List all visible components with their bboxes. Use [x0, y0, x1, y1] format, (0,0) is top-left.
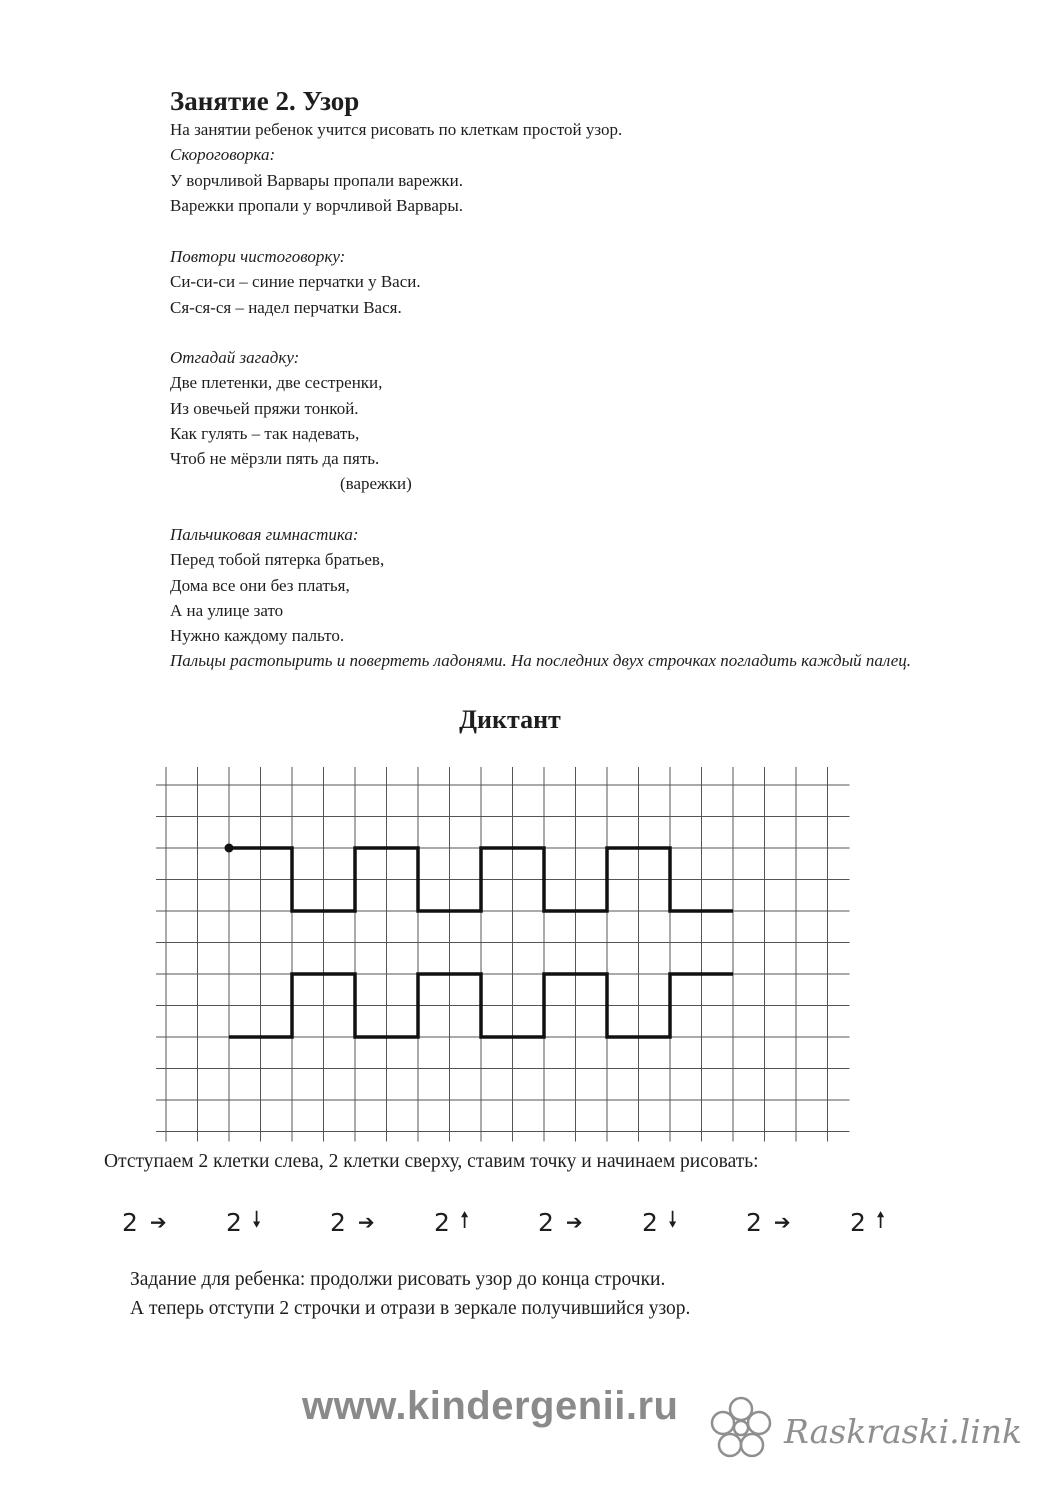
step-count: 2: [538, 1207, 554, 1237]
riddle-answer: (варежки): [340, 474, 412, 494]
tongue-twister-label: Скороговорка:: [170, 145, 276, 165]
step-count: 2: [226, 1207, 242, 1237]
finger-gym-line: Нужно каждому пальто.: [170, 626, 345, 646]
task-line: А теперь отступи 2 строчки и отрази в зеркале получившийся узор.: [130, 1298, 691, 1319]
dictation-step: [642, 1204, 677, 1240]
pure-phrase-label: Повтори чистоговорку:: [170, 247, 346, 266]
finger-gym-line: Дома все они без платья,: [170, 575, 350, 595]
right-arrow-icon: ➔: [149, 1210, 167, 1234]
dictation-step: [746, 1204, 791, 1240]
dictation-steps: [122, 1204, 922, 1240]
site-signature: Raskraski.link: [784, 1412, 1022, 1451]
right-arrow-icon: ➔: [357, 1210, 375, 1234]
down-arrow-icon: 🠗: [251, 1208, 262, 1233]
dictation-step: [538, 1204, 583, 1240]
finger-gym-line: Перед тобой пятерка братьев,: [170, 550, 385, 570]
lesson-title: Занятие 2. Узор: [170, 86, 360, 116]
riddle-line: Из овечьей пряжи тонкой.: [170, 398, 359, 418]
dictation-title: Диктант: [459, 705, 561, 734]
tongue-twister-line: Варежки пропали у ворчливой Варвары.: [170, 195, 464, 215]
dictation-step: [434, 1204, 469, 1240]
riddle-line: Как гулять – так надевать,: [170, 423, 360, 443]
dictation-step: [850, 1204, 885, 1240]
task-line: Задание для ребенка: продолжи рисовать узор до конца строчки.: [130, 1269, 666, 1290]
dictation-step: [226, 1204, 261, 1240]
step-count: 2: [330, 1207, 346, 1237]
flower-icon: [706, 1393, 776, 1463]
start-dot: [225, 844, 234, 853]
right-arrow-icon: ➔: [565, 1210, 583, 1234]
right-arrow-icon: ➔: [773, 1210, 791, 1234]
step-count: 2: [642, 1207, 658, 1237]
riddle-label: Отгадай загадку:: [170, 348, 300, 367]
pure-phrase-line: Си-си-си – синие перчатки у Васи.: [170, 272, 421, 292]
lesson-intro: На занятии ребенок учится рисовать по клеткам простой узор.: [170, 120, 623, 139]
dictation-instruction: Отступаем 2 клетки слева, 2 клетки сверху, ставим точку и начинаем рисовать:: [104, 1151, 759, 1172]
dictation-step: [330, 1204, 375, 1240]
up-arrow-icon: 🠕: [875, 1208, 886, 1233]
finger-gym-label: Пальчиковая гимнастика:: [170, 525, 359, 544]
step-count: 2: [746, 1207, 762, 1237]
step-count: 2: [434, 1207, 450, 1237]
riddle-line: Чтоб не мёрзли пять да пять.: [170, 449, 380, 469]
pure-phrase-line: Ся-ся-ся – надел перчатки Вася.: [170, 297, 402, 317]
tongue-twister-line: У ворчливой Варвары пропали варежки.: [170, 170, 464, 190]
step-count: 2: [122, 1207, 138, 1237]
finger-gym-note: Пальцы растопырить и повертеть ладонями. На последних двух строчках погладить каждый палец.: [170, 651, 912, 671]
website-watermark: www.kindergenii.ru: [302, 1384, 679, 1428]
step-count: 2: [850, 1207, 866, 1237]
riddle-line: Две плетенки, две сестренки,: [170, 373, 383, 393]
child-task: [130, 1265, 690, 1323]
up-arrow-icon: 🠕: [459, 1208, 470, 1233]
grid-lines: [156, 767, 850, 1142]
down-arrow-icon: 🠗: [667, 1208, 678, 1233]
dictation-step: [122, 1204, 167, 1240]
finger-gym-line: А на улице зато: [170, 600, 284, 620]
